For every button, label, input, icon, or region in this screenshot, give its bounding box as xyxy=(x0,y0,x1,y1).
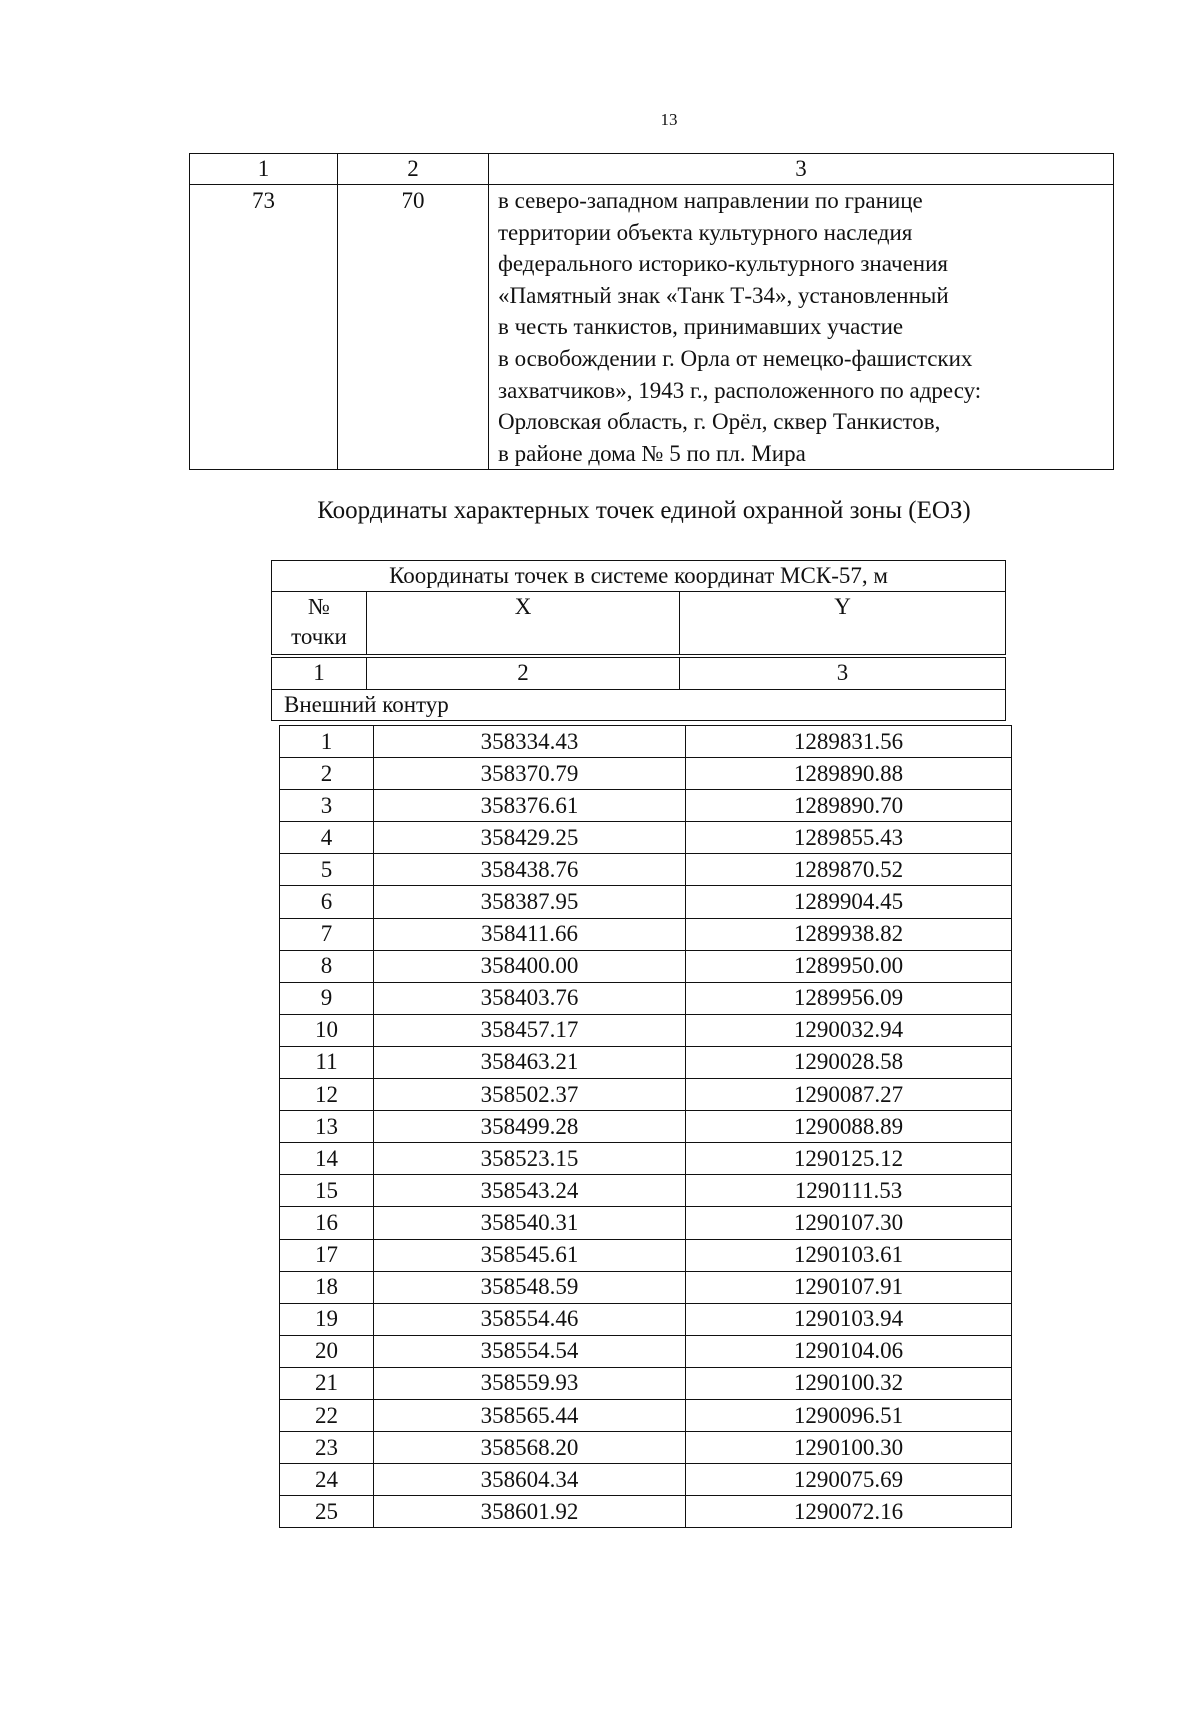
y-coordinate-cell: 1290072.16 xyxy=(686,1496,1012,1528)
y-coordinate-cell: 1289870.52 xyxy=(686,854,1012,886)
table-row xyxy=(280,1239,1012,1271)
x-coordinate-cell: 358334.43 xyxy=(374,726,686,758)
section-title: Координаты характерных точек единой охранной зоны (ЕОЗ) xyxy=(317,497,971,524)
table-header-row xyxy=(190,154,1114,185)
header-col-1: 1 xyxy=(190,154,338,185)
x-coordinate-cell: 358499.28 xyxy=(374,1111,686,1143)
y-coordinate-cell: 1289855.43 xyxy=(686,822,1012,854)
boundary-description xyxy=(489,185,1114,470)
point-number-symbol: № xyxy=(308,594,330,619)
x-coordinate-cell: 358548.59 xyxy=(374,1271,686,1303)
x-coordinate-cell: 358370.79 xyxy=(374,758,686,790)
section-row xyxy=(272,689,1006,721)
x-coordinate-cell: 358429.25 xyxy=(374,822,686,854)
table-row xyxy=(280,1271,1012,1303)
point-number-header xyxy=(272,592,367,655)
description-line: в честь танкистов, принимавших участие xyxy=(498,314,904,340)
column-number: 2 xyxy=(367,658,680,690)
point-number-cell: 17 xyxy=(280,1239,374,1271)
point-number-cell: 7 xyxy=(280,918,374,950)
x-coordinate-cell: 358387.95 xyxy=(374,886,686,918)
description-line: захватчиков», 1943 г., расположенного по адресу: xyxy=(498,377,982,403)
description-line: в районе дома № 5 по пл. Мира xyxy=(498,440,806,466)
table-row xyxy=(280,1303,1012,1335)
y-coordinate-cell: 1290100.32 xyxy=(686,1367,1012,1399)
x-coordinate-cell: 358545.61 xyxy=(374,1239,686,1271)
y-coordinate-cell: 1290103.61 xyxy=(686,1239,1012,1271)
point-number-cell: 21 xyxy=(280,1367,374,1399)
column-number: 1 xyxy=(272,658,367,690)
description-line: в северо-западном направлении по границе xyxy=(498,188,923,213)
x-coordinate-cell: 358403.76 xyxy=(374,982,686,1014)
x-coordinate-cell: 358601.92 xyxy=(374,1496,686,1528)
x-header: X xyxy=(367,592,680,655)
point-number-cell: 18 xyxy=(280,1271,374,1303)
x-coordinate-cell: 358457.17 xyxy=(374,1014,686,1046)
table-row xyxy=(280,1046,1012,1078)
column-number: 3 xyxy=(680,658,1006,690)
column-number-row xyxy=(272,658,1006,690)
y-coordinate-cell: 1290111.53 xyxy=(686,1175,1012,1207)
table-row xyxy=(280,758,1012,790)
table-row xyxy=(280,982,1012,1014)
point-number-word: точки xyxy=(291,624,347,649)
point-number-cell: 23 xyxy=(280,1432,374,1464)
y-coordinate-cell: 1290032.94 xyxy=(686,1014,1012,1046)
table-row xyxy=(280,1207,1012,1239)
coordinates-body xyxy=(280,726,1012,1528)
table-row xyxy=(280,726,1012,758)
point-number-cell: 24 xyxy=(280,1464,374,1496)
point-number-cell: 12 xyxy=(280,1079,374,1111)
point-number-cell: 2 xyxy=(280,758,374,790)
y-header: Y xyxy=(680,592,1006,655)
coordinates-table-rows xyxy=(279,725,1012,1528)
table-row xyxy=(280,1079,1012,1111)
table-row xyxy=(280,1464,1012,1496)
point-number-cell: 13 xyxy=(280,1111,374,1143)
coordinates-table-header xyxy=(271,560,1006,655)
description-line: территории объекта культурного наследия xyxy=(498,219,913,245)
y-coordinate-cell: 1290075.69 xyxy=(686,1464,1012,1496)
y-coordinate-cell: 1289938.82 xyxy=(686,918,1012,950)
table-row xyxy=(190,185,1114,470)
x-coordinate-cell: 358559.93 xyxy=(374,1367,686,1399)
y-coordinate-cell: 1290088.89 xyxy=(686,1111,1012,1143)
to-point: 70 xyxy=(338,185,489,470)
point-number-cell: 8 xyxy=(280,950,374,982)
table-caption: Координаты точек в системе координат МСК-57, м xyxy=(272,561,1006,592)
coordinates-table-subheader xyxy=(271,657,1006,721)
y-coordinate-cell: 1290028.58 xyxy=(686,1046,1012,1078)
x-coordinate-cell: 358565.44 xyxy=(374,1399,686,1431)
y-coordinate-cell: 1290104.06 xyxy=(686,1335,1012,1367)
from-point: 73 xyxy=(190,185,338,470)
point-number-cell: 4 xyxy=(280,822,374,854)
table-row xyxy=(280,950,1012,982)
y-coordinate-cell: 1289956.09 xyxy=(686,982,1012,1014)
point-number-cell: 25 xyxy=(280,1496,374,1528)
x-coordinate-cell: 358463.21 xyxy=(374,1046,686,1078)
x-coordinate-cell: 358502.37 xyxy=(374,1079,686,1111)
y-coordinate-cell: 1289890.88 xyxy=(686,758,1012,790)
y-coordinate-cell: 1289950.00 xyxy=(686,950,1012,982)
table-row xyxy=(280,1143,1012,1175)
x-coordinate-cell: 358554.46 xyxy=(374,1303,686,1335)
table-row xyxy=(280,1014,1012,1046)
table-row xyxy=(280,1175,1012,1207)
y-coordinate-cell: 1290103.94 xyxy=(686,1303,1012,1335)
point-number-cell: 1 xyxy=(280,726,374,758)
header-col-3: 3 xyxy=(489,154,1114,185)
table-row xyxy=(280,854,1012,886)
y-coordinate-cell: 1289831.56 xyxy=(686,726,1012,758)
y-coordinate-cell: 1290107.91 xyxy=(686,1271,1012,1303)
x-coordinate-cell: 358568.20 xyxy=(374,1432,686,1464)
y-coordinate-cell: 1290100.30 xyxy=(686,1432,1012,1464)
table-row xyxy=(280,1399,1012,1431)
x-coordinate-cell: 358411.66 xyxy=(374,918,686,950)
point-number-cell: 9 xyxy=(280,982,374,1014)
point-number-cell: 6 xyxy=(280,886,374,918)
x-coordinate-cell: 358604.34 xyxy=(374,1464,686,1496)
x-coordinate-cell: 358438.76 xyxy=(374,854,686,886)
point-number-cell: 3 xyxy=(280,790,374,822)
y-coordinate-cell: 1290087.27 xyxy=(686,1079,1012,1111)
page-number: 13 xyxy=(660,110,678,129)
point-number-cell: 5 xyxy=(280,854,374,886)
point-number-cell: 11 xyxy=(280,1046,374,1078)
description-line: в освобождении г. Орла от немецко-фашистских xyxy=(498,345,973,371)
x-coordinate-cell: 358523.15 xyxy=(374,1143,686,1175)
y-coordinate-cell: 1289890.70 xyxy=(686,790,1012,822)
outer-contour-label: Внешний контур xyxy=(272,689,1006,721)
table-row xyxy=(280,1432,1012,1464)
point-number-cell: 14 xyxy=(280,1143,374,1175)
x-coordinate-cell: 358400.00 xyxy=(374,950,686,982)
column-header-row xyxy=(272,592,1006,655)
boundary-description-table xyxy=(189,153,1114,470)
point-number-cell: 19 xyxy=(280,1303,374,1335)
x-coordinate-cell: 358554.54 xyxy=(374,1335,686,1367)
table-row xyxy=(280,1367,1012,1399)
x-coordinate-cell: 358543.24 xyxy=(374,1175,686,1207)
x-coordinate-cell: 358376.61 xyxy=(374,790,686,822)
description-line: федерального историко-культурного значения xyxy=(498,251,949,277)
table-row xyxy=(280,822,1012,854)
y-coordinate-cell: 1290107.30 xyxy=(686,1207,1012,1239)
point-number-cell: 10 xyxy=(280,1014,374,1046)
point-number-cell: 22 xyxy=(280,1399,374,1431)
point-number-cell: 20 xyxy=(280,1335,374,1367)
table-row xyxy=(280,1496,1012,1528)
description-line: Орловская область, г. Орёл, сквер Танкистов, xyxy=(498,409,941,435)
y-coordinate-cell: 1290096.51 xyxy=(686,1399,1012,1431)
x-coordinate-cell: 358540.31 xyxy=(374,1207,686,1239)
table-row xyxy=(280,918,1012,950)
y-coordinate-cell: 1290125.12 xyxy=(686,1143,1012,1175)
point-number-cell: 15 xyxy=(280,1175,374,1207)
header-col-2: 2 xyxy=(338,154,489,185)
table-row xyxy=(280,886,1012,918)
description-line: «Памятный знак «Танк Т-34», установленный xyxy=(498,282,949,308)
caption-row xyxy=(272,561,1006,592)
y-coordinate-cell: 1289904.45 xyxy=(686,886,1012,918)
point-number-cell: 16 xyxy=(280,1207,374,1239)
table-row xyxy=(280,790,1012,822)
table-row xyxy=(280,1111,1012,1143)
table-row xyxy=(280,1335,1012,1367)
